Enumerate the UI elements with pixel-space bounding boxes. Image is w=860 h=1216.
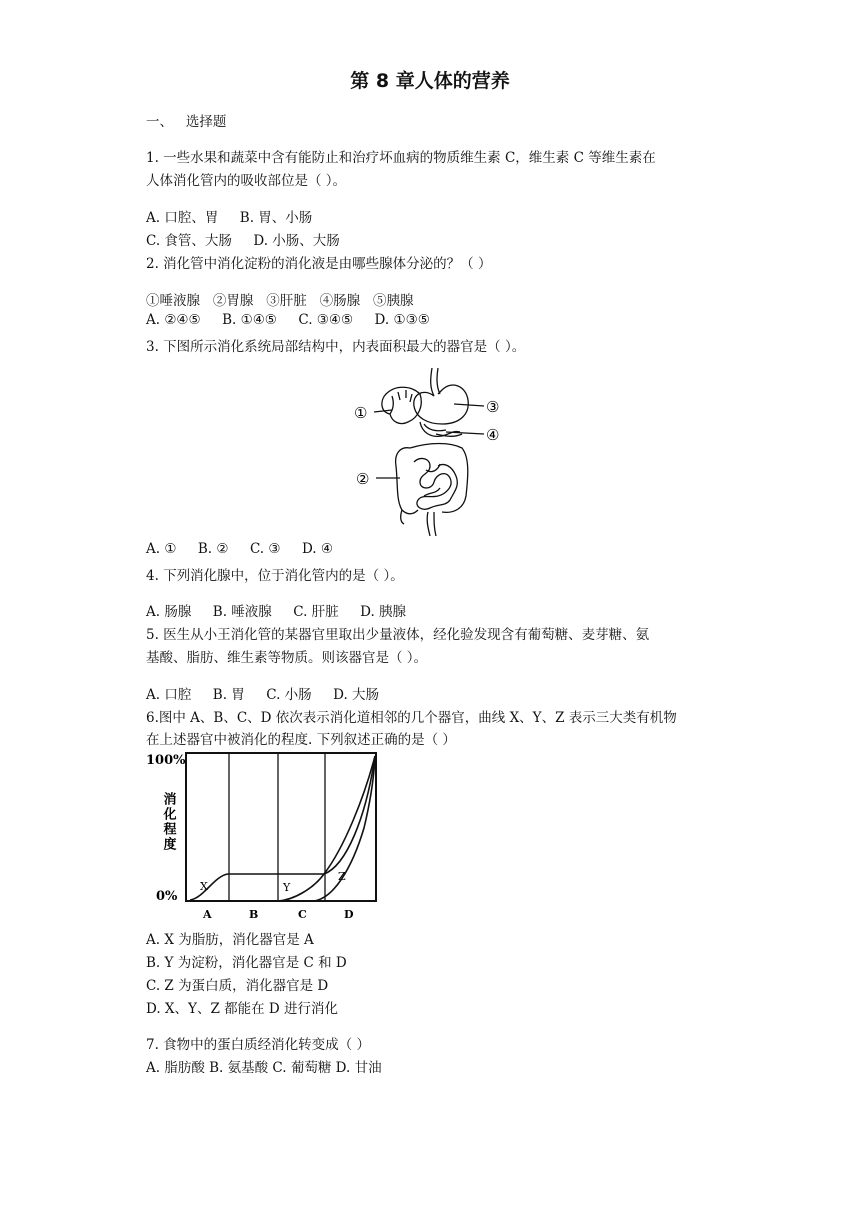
q6-text-line2: 在上述器官中被消化的程度. 下列叙述正确的是（ ） bbox=[146, 732, 456, 748]
q5-options: A. 口腔 B. 胃 C. 小肠 D. 大肠 bbox=[146, 687, 380, 703]
q6-option-c: C. Z 为蛋白质，消化器官是 D bbox=[146, 978, 329, 994]
q3-text: 3. 下图所示消化系统局部结构中，内表面积最大的器官是（ ）。 bbox=[146, 339, 526, 355]
curve-x bbox=[190, 756, 375, 900]
q1-text-line1: 1. 一些水果和蔬菜中含有能防止和治疗坏血病的物质维生素 C，维生素 C 等维生素在 bbox=[146, 150, 656, 166]
figure-label-1: ① bbox=[354, 404, 368, 422]
page-title: 第 8 章人体的营养 bbox=[350, 70, 510, 92]
curve-z bbox=[192, 756, 375, 901]
q6-option-a: A. X 为脂肪，消化器官是 A bbox=[146, 932, 314, 948]
curve-y bbox=[192, 756, 375, 901]
figure-label-4: ④ bbox=[486, 426, 500, 444]
section-number: 一、 bbox=[146, 114, 173, 130]
digestion-curve-chart bbox=[144, 748, 386, 926]
q2-options: A. ②④⑤ B. ①④⑤ C. ③④⑤ D. ①③⑤ bbox=[146, 312, 430, 328]
figure-label-3: ③ bbox=[486, 398, 500, 416]
q1-options-cd: C. 食管、大肠 D. 小肠、大肠 bbox=[146, 233, 340, 249]
y-axis-label: 消化程度 bbox=[160, 792, 176, 852]
x-tick-a: A bbox=[203, 908, 212, 921]
q1-options-ab: A. 口腔、胃 B. 胃、小肠 bbox=[146, 210, 313, 226]
x-tick-c: C bbox=[298, 908, 307, 921]
chart-frame bbox=[186, 753, 376, 901]
q5-text-line2: 基酸、脂肪、维生素等物质。则该器官是（ ）。 bbox=[146, 650, 428, 666]
q3-options: A. ① B. ② C. ③ D. ④ bbox=[146, 541, 333, 557]
q2-glands: ①唾液腺 ②胃腺 ③肝脏 ④肠腺 ⑤胰腺 bbox=[146, 293, 414, 309]
q6-text-line1: 6.图中 A、B、C、D 依次表示消化道相邻的几个器官，曲线 X、Y、Z 表示三大类有机物 bbox=[146, 710, 677, 726]
y-tick-top: 100% bbox=[146, 753, 186, 768]
figure-label-2: ② bbox=[356, 470, 370, 488]
q2-text: 2. 消化管中消化淀粉的消化液是由哪些腺体分泌的？（ ） bbox=[146, 256, 492, 272]
small-intestine-shape bbox=[414, 459, 457, 510]
series-label-x: X bbox=[200, 880, 208, 893]
q4-options: A. 肠腺 B. 唾液腺 C. 肝脏 D. 胰腺 bbox=[146, 604, 407, 620]
q6-option-d: D. X、Y、Z 都能在 D 进行消化 bbox=[146, 1001, 339, 1017]
q1-text-line2: 人体消化管内的吸收部位是（ ）。 bbox=[146, 173, 347, 189]
q7-text: 7. 食物中的蛋白质经消化转变成（ ） bbox=[146, 1037, 370, 1053]
large-intestine-shape bbox=[396, 448, 418, 514]
q7-options: A. 脂肪酸 B. 氨基酸 C. 葡萄糖 D. 甘油 bbox=[146, 1060, 382, 1076]
series-label-y: Y bbox=[283, 881, 291, 894]
x-tick-d: D bbox=[344, 908, 354, 921]
liver-shape bbox=[382, 387, 421, 423]
y-tick-bottom: 0% bbox=[156, 889, 178, 904]
q4-text: 4. 下列消化腺中，位于消化管内的是（ ）。 bbox=[146, 568, 404, 584]
digestive-system-figure bbox=[350, 366, 510, 538]
q6-option-b: B. Y 为淀粉，消化器官是 C 和 D bbox=[146, 955, 347, 971]
x-tick-b: B bbox=[249, 908, 259, 921]
series-label-z: Z bbox=[338, 870, 346, 883]
q5-text-line1: 5. 医生从小王消化管的某器官里取出少量液体，经化验发现含有葡萄糖、麦芽糖、氨 bbox=[146, 627, 650, 643]
section-heading bbox=[146, 110, 226, 130]
section-label: 选择题 bbox=[185, 114, 227, 130]
